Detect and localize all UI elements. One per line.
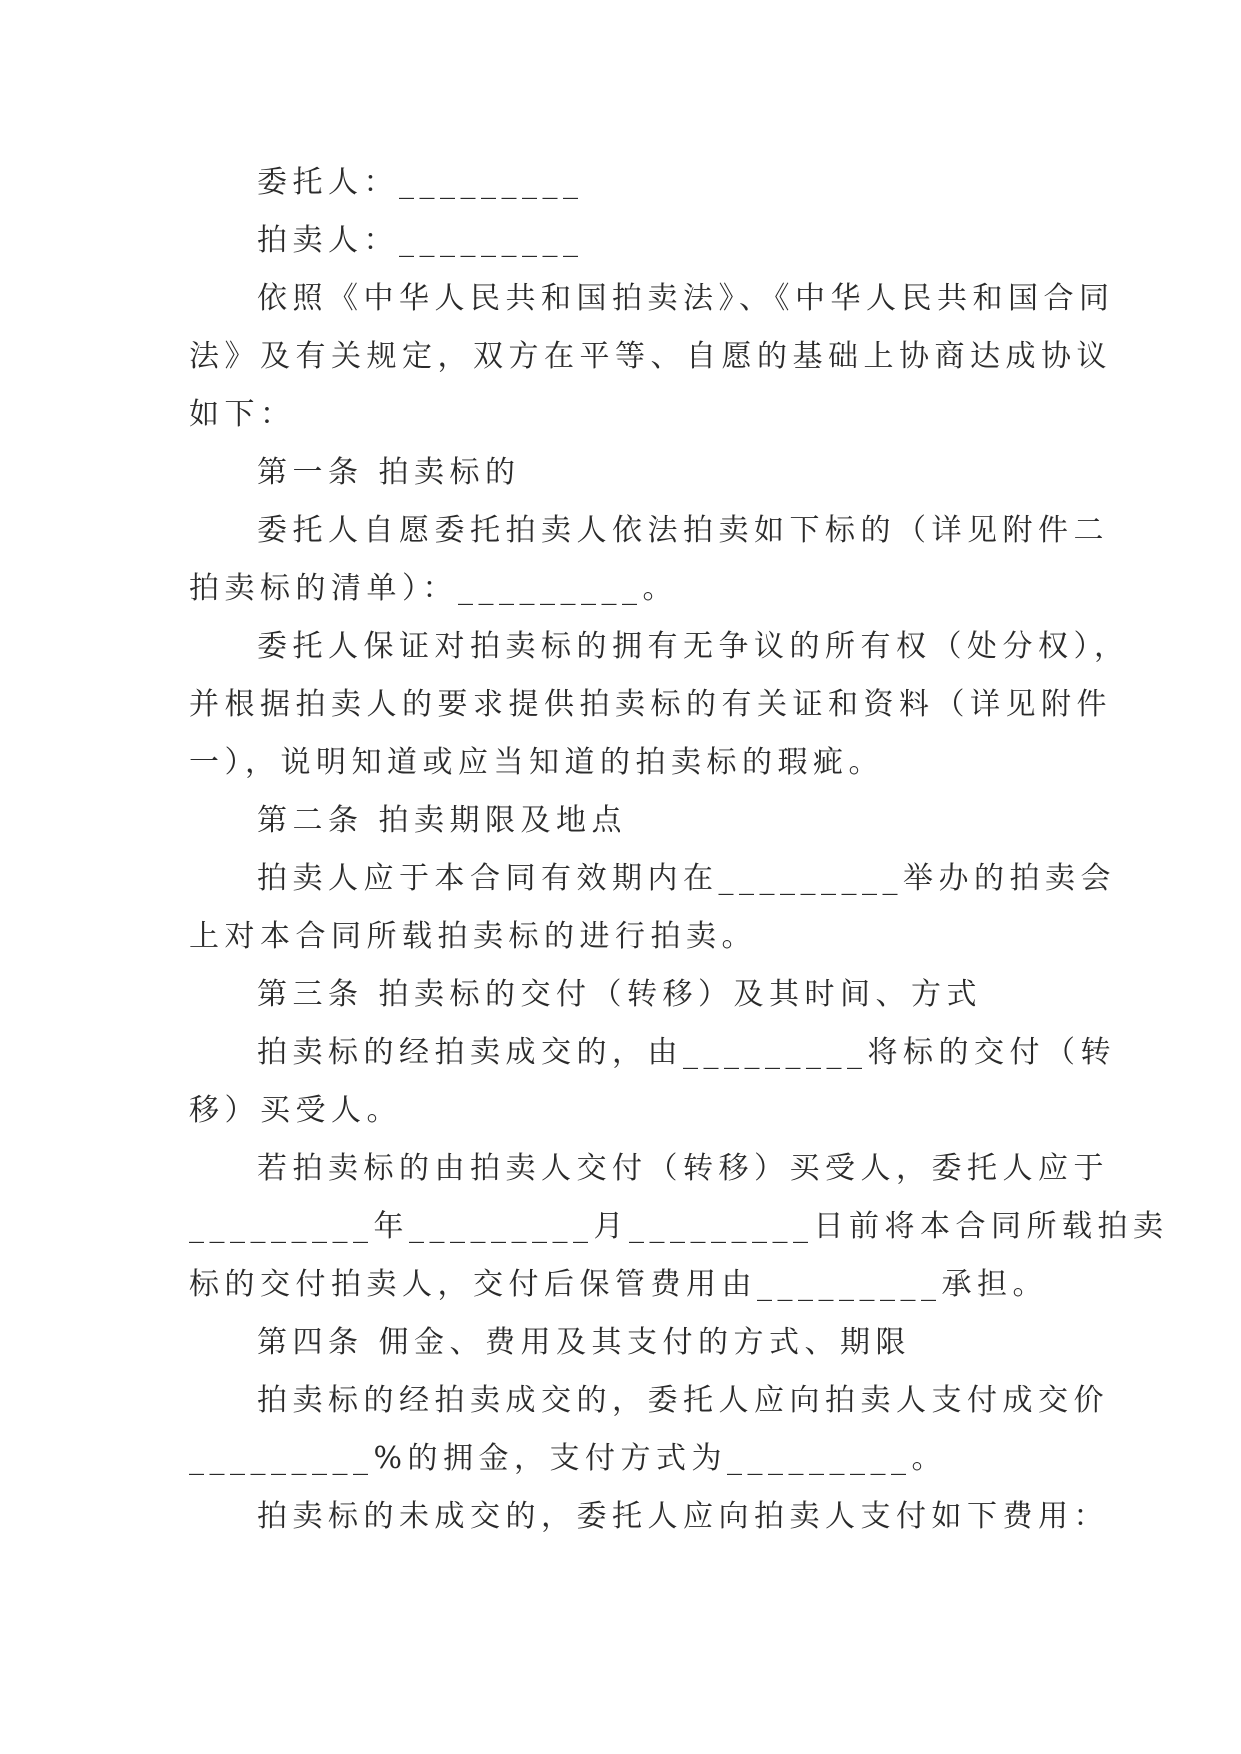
line-preamble-3: 如下： — [189, 397, 296, 432]
article-1-para-2c: 一），说明知道或应当知道的拍卖标的瑕疵。 — [189, 745, 884, 780]
line-preamble-2: 法》及有关规定，双方在平等、自愿的基础上协商达成协议 — [189, 339, 1112, 374]
article-1-para-2b: 并根据拍卖人的要求提供拍卖标的有关证和资料（详见附件 — [189, 687, 1112, 722]
article-3-para-2a: 若拍卖标的由拍卖人交付（转移）买受人，委托人应于 — [257, 1151, 1109, 1186]
article-3-para-1b: 移）买受人。 — [189, 1093, 402, 1128]
article-2-para-a: 拍卖人应于本合同有效期内在_________举办的拍卖会 — [257, 861, 1116, 896]
article-2-heading: 第二条 拍卖期限及地点 — [257, 803, 628, 838]
article-3-para-2c: 标的交付拍卖人，交付后保管费用由_________承担。 — [189, 1267, 1048, 1302]
article-1-para-1a: 委托人自愿委托拍卖人依法拍卖如下标的（详见附件二 — [257, 513, 1109, 548]
article-2-para-b: 上对本合同所载拍卖标的进行拍卖。 — [189, 919, 757, 954]
article-3-para-2b: _________年_________月_________日前将本合同所载拍卖 — [189, 1209, 1169, 1244]
article-3-para-1a: 拍卖标的经拍卖成交的，由_________将标的交付（转 — [257, 1035, 1116, 1070]
article-1-para-1b: 拍卖标的清单）：_________。 — [189, 571, 678, 606]
article-1-para-2a: 委托人保证对拍卖标的拥有无争议的所有权（处分权）， — [257, 629, 1130, 664]
article-1-heading: 第一条 拍卖标的 — [257, 455, 521, 490]
article-4-heading: 第四条 佣金、费用及其支付的方式、期限 — [257, 1325, 912, 1360]
line-auctioneer: 拍卖人：_________ — [257, 223, 584, 258]
line-consignor: 委托人：_________ — [257, 165, 584, 200]
line-preamble-1: 依照《中华人民共和国拍卖法》、《中华人民共和国合同 — [257, 281, 1115, 316]
article-4-para-1a: 拍卖标的经拍卖成交的，委托人应向拍卖人支付成交价 — [257, 1383, 1109, 1418]
article-4-para-2: 拍卖标的未成交的，委托人应向拍卖人支付如下费用： — [257, 1499, 1109, 1534]
article-3-heading: 第三条 拍卖标的交付（转移）及其时间、方式 — [257, 977, 983, 1012]
article-4-para-1b: _________%的拥金，支付方式为_________。 — [189, 1441, 948, 1476]
